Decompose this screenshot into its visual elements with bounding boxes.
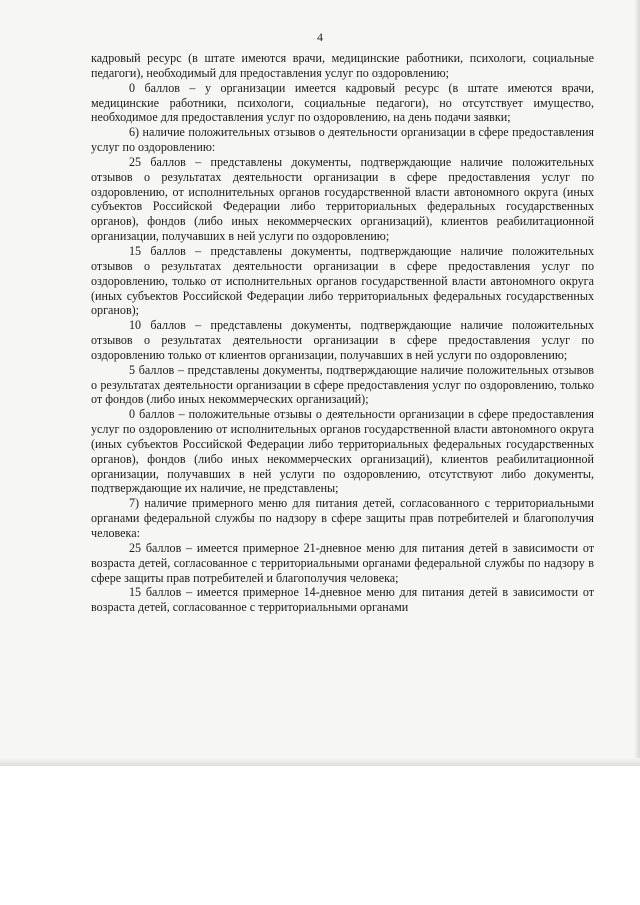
blank-area — [0, 766, 640, 905]
paragraph: 15 баллов – представлены документы, подтверждающие наличие положительных отзывов о результатах деятельности организации в сфере предоставления услуг по оздоровлению, только от исполнительных органов государственной власти автономного округа (иных субъектов Российской Федерации либо территориальных федеральных государственных органов); — [91, 243, 594, 318]
paragraph: 6) наличие положительных отзывов о деятельности организации в сфере предоставления услуг по оздоровлению: — [91, 125, 594, 155]
paragraph: 7) наличие примерного меню для питания детей, согласованного с территориальными органами федеральной службы по надзору в сфере защиты прав потребителей и благополучия человека: — [91, 496, 594, 540]
scan-edge-shadow — [634, 0, 640, 766]
paragraph: кадровый ресурс (в штате имеются врачи, медицинские работники, психологи, социальные педагоги), необходимый для предоставления услуг по оздоровлению; — [91, 51, 594, 80]
paragraph: 15 баллов – имеется примерное 14-дневное меню для питания детей в зависимости от возраста детей, согласованное с территориальными органами — [91, 585, 594, 615]
paragraph: 0 баллов – положительные отзывы о деятельности организации в сфере предоставления услуг по оздоровлению от исполнительных органов государственной власти автономного округа (иных субъектов Российской Федерации либо территориальных федеральных государственных органов), фондов (либо иных некоммерческих организаций), клиентов реабилитационной организации, получавших в ней услуги по оздоровлению, отсутствуют либо документы, подтверждающие их наличие, не представлены; — [91, 407, 594, 496]
document-body — [91, 51, 594, 615]
page-number: 4 — [317, 30, 323, 44]
scan-edge-shadow — [0, 758, 640, 766]
paragraph: 25 баллов – имеется примерное 21-дневное меню для питания детей в зависимости от возраста детей, согласованное с территориальными органами федеральной службы по надзору в сфере защиты прав потребителей и благополучия человека; — [91, 540, 594, 585]
paragraph: 0 баллов – у организации имеется кадровый ресурс (в штате имеются врачи, медицинские работники, психологи, социальные педагоги), но отсутствует имущество, необходимое для предоставления услуг по оздоровлению, на день подачи заявки; — [91, 80, 594, 125]
paragraph: 5 баллов – представлены документы, подтверждающие наличие положительных отзывов о результатах деятельности организации в сфере предоставления услуг по оздоровлению, только от фондов (либо иных некоммерческих организаций); — [91, 362, 594, 407]
paragraph: 25 баллов – представлены документы, подтверждающие наличие положительных отзывов о результатах деятельности организации в сфере предоставления услуг по оздоровлению, от исполнительных органов государственной власти автономного округа (иных субъектов Российской Федерации либо территориальных федеральных государственных органов), фондов (либо иных некоммерческих организаций), клиентов реабилитационной организации, получавших в ней услуги по оздоровлению; — [91, 154, 594, 244]
paragraph: 10 баллов – представлены документы, подтверждающие наличие положительных отзывов о результатах деятельности организации в сфере предоставления услуг по оздоровлению только от клиентов организации, получавших в ней услуги по оздоровлению; — [91, 318, 594, 362]
